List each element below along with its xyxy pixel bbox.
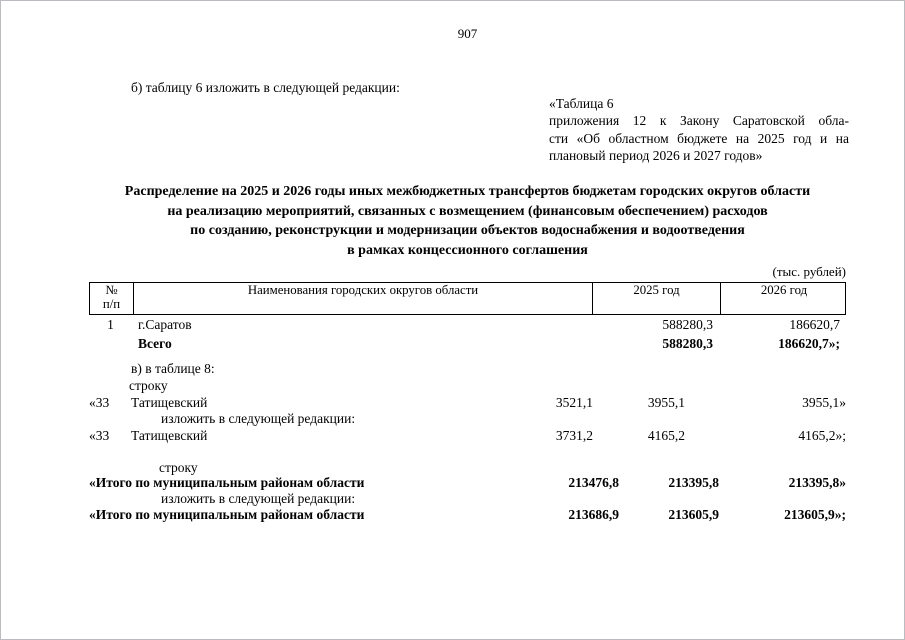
cell-value-2: 3955,1 — [647, 395, 685, 410]
replace-label-1: изложить в следующей редакции: — [161, 411, 356, 426]
cell-total-label: Всего — [138, 335, 172, 351]
cell-value-1: 3731,2 — [555, 428, 593, 443]
amended-row-old — [89, 395, 846, 411]
cell-row-number: «33 — [89, 428, 110, 443]
cell-row-number: 1 — [107, 317, 114, 332]
cell-value-2026: 186620,7 — [789, 317, 840, 332]
cell-row-number: «33 — [89, 395, 110, 410]
cell-value-2025: 588280,3 — [662, 317, 713, 332]
cell-value-2025: 588280,3 — [662, 335, 713, 351]
stroku-label-1: строку — [129, 378, 168, 393]
header-cell-2025: 2025 год — [592, 283, 720, 314]
document-title — [89, 182, 846, 260]
title-line-1: Распределение на 2025 и 2026 годы иных межбюджетных трансфертов бюджетам городских округов области — [124, 184, 811, 199]
caption-line-4: плановый период 2026 и 2027 годов» — [549, 148, 763, 164]
caption-line-2: приложения 12 к Закону Саратовской обла- — [549, 113, 849, 129]
total-row-old — [89, 475, 846, 491]
cell-row-number — [89, 336, 132, 353]
cell-district-name: г.Саратов — [138, 317, 192, 332]
table-row-total — [89, 336, 846, 353]
table-row — [89, 317, 846, 334]
cell-value-1: 213686,9 — [568, 507, 619, 522]
table-6 — [89, 282, 846, 352]
title-line-4: в рамках концессионного соглашения — [347, 242, 588, 258]
cell-value-1: 213476,8 — [568, 475, 619, 490]
cell-district-name: Татищевский — [131, 428, 208, 443]
stroku-label-2: строку — [159, 460, 198, 475]
page-number: 907 — [457, 26, 478, 41]
table-caption-block — [549, 95, 849, 165]
cell-value-3: 4165,2»; — [798, 428, 846, 443]
cell-value-1: 3521,1 — [555, 395, 593, 410]
cell-value-2: 213605,9 — [668, 507, 719, 522]
cell-value-2: 213395,8 — [668, 475, 719, 490]
cell-value-3: 213395,8» — [788, 475, 846, 490]
caption-line-1: «Таблица 6 — [549, 96, 614, 111]
total-row-new — [89, 507, 846, 523]
title-line-3: по созданию, реконструкции и модернизации объектов водоснабжения и водоотведения — [190, 223, 745, 238]
cell-total-label: «Итого по муниципальным районам области — [89, 475, 365, 490]
header-cell-2026: 2026 год — [720, 283, 847, 314]
units-note: (тыс. рублей) — [772, 264, 846, 279]
cell-district-name: Татищевский — [131, 395, 208, 410]
header-num-line-1: № — [105, 283, 118, 297]
cell-total-label: «Итого по муниципальным районам области — [89, 507, 365, 522]
replace-label-2: изложить в следующей редакции: — [161, 491, 356, 506]
amendment-v-line: в) в таблице 8: — [131, 361, 215, 376]
header-cell-name: Наименования городских округов области — [133, 283, 592, 314]
amended-row-new — [89, 428, 846, 444]
cell-value-3: 3955,1» — [802, 395, 846, 410]
header-num-line-2: п/п — [102, 296, 121, 311]
cell-value-2026: 186620,7»; — [778, 335, 840, 351]
cell-value-3: 213605,9»; — [784, 507, 846, 522]
header-cell-num — [90, 283, 133, 314]
amendment-b-line: б) таблицу 6 изложить в следующей редакции: — [131, 80, 400, 95]
cell-value-2: 4165,2 — [647, 428, 685, 443]
caption-line-3: сти «Об областном бюджете на 2025 год и на — [549, 130, 849, 146]
table-6-header-row — [89, 282, 846, 315]
title-line-2: на реализацию мероприятий, связанных с возмещением (финансовым обеспечением) расходов — [167, 203, 768, 219]
